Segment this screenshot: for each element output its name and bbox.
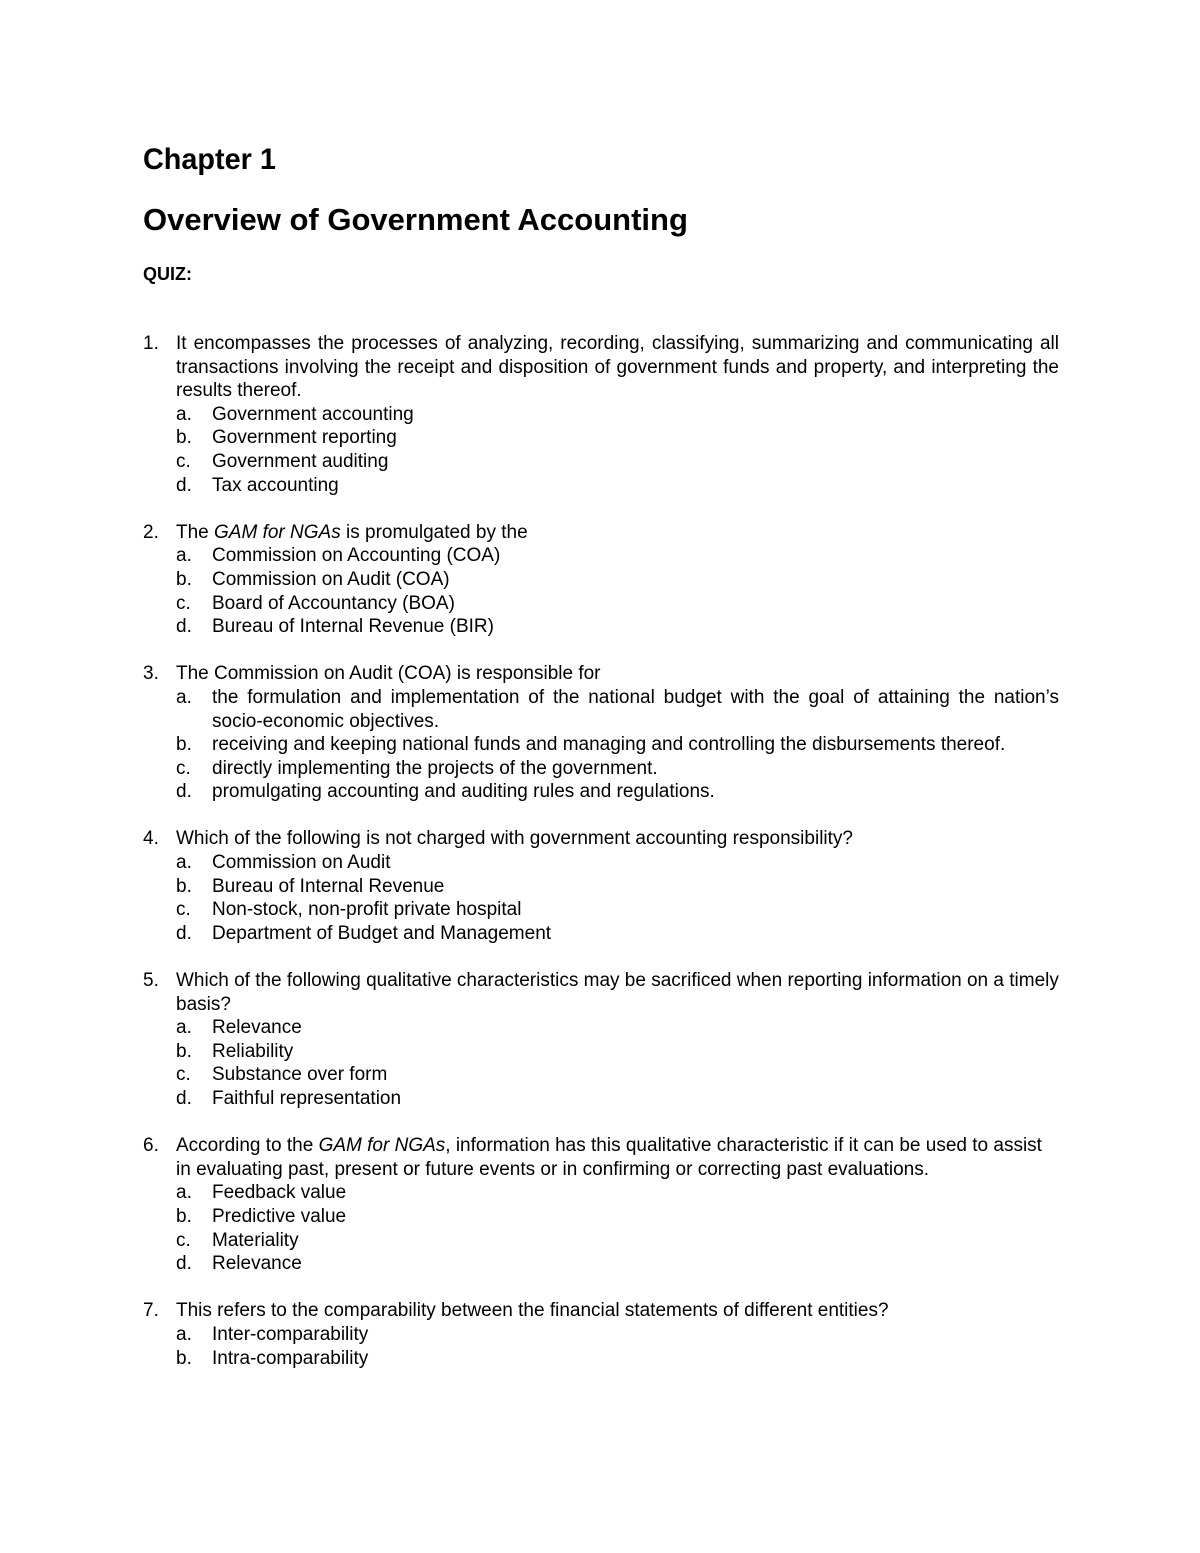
- choice-list: [176, 686, 1059, 804]
- question-3: [143, 662, 1059, 804]
- choice-text: Faithful representation: [212, 1088, 402, 1109]
- choice-item: [176, 686, 1059, 733]
- question-number: 4.: [143, 828, 159, 850]
- question-number: 5.: [143, 970, 159, 992]
- choice-text: Reliability: [212, 1040, 294, 1062]
- choice-text: Feedback value: [212, 1182, 347, 1204]
- choice-item: [176, 1229, 1059, 1253]
- choice-item: [176, 403, 1059, 427]
- question-2: [143, 521, 1059, 639]
- choice-text: Department of Budget and Management: [212, 922, 552, 944]
- choice-list: [176, 544, 1059, 638]
- choice-letter: c.: [176, 757, 191, 779]
- page-title: Overview of Government Accounting: [143, 202, 688, 237]
- question-text: Which of the following is not charged with government accounting responsibility?: [176, 828, 853, 850]
- question-number: 2.: [143, 521, 159, 543]
- choice-letter: b.: [176, 427, 192, 449]
- choice-letter: b.: [176, 734, 192, 756]
- choice-letter: a.: [176, 1323, 192, 1345]
- quiz-label: QUIZ:: [143, 264, 192, 284]
- choice-item: [176, 1063, 1059, 1087]
- choice-letter: d.: [176, 781, 192, 803]
- choice-letter: d.: [176, 1088, 192, 1109]
- choice-letter: a.: [176, 852, 192, 874]
- choice-item: [176, 757, 1059, 781]
- choice-item: [176, 733, 1059, 757]
- choice-list: [176, 851, 1059, 945]
- choice-item: [176, 780, 1059, 804]
- choice-text: Substance over form: [212, 1064, 388, 1086]
- choice-letter: c.: [176, 1064, 191, 1086]
- chapter-heading: Chapter 1: [143, 143, 276, 176]
- choice-list: [176, 1181, 1059, 1275]
- choice-text: Board of Accountancy (BOA): [212, 592, 455, 614]
- question-text: This refers to the comparability between the financial statements of different entities?: [176, 1300, 889, 1322]
- choice-text: Inter-comparability: [212, 1323, 369, 1345]
- question-number: 3.: [143, 663, 159, 685]
- choice-letter: b.: [176, 1347, 192, 1369]
- choice-letter: a.: [176, 1182, 192, 1204]
- choice-letter: c.: [176, 1229, 191, 1251]
- choice-item: [176, 1205, 1059, 1229]
- question-text: The GAM for NGAs is promulgated by the: [176, 521, 528, 543]
- choice-letter: c.: [176, 899, 191, 921]
- question-number: 6.: [143, 1135, 159, 1157]
- question-text: According to the GAM for NGAs, information has this qualitative characteristic if it can be used to assist in evaluating past, present or future events or in confirming or correcting past evaluations.: [176, 1135, 1042, 1180]
- choice-item: [176, 1087, 1059, 1111]
- choice-letter: b.: [176, 1040, 192, 1062]
- choice-letter: a.: [176, 1017, 192, 1039]
- choice-text: Predictive value: [212, 1205, 347, 1227]
- choice-text: Bureau of Internal Revenue: [212, 875, 445, 897]
- choice-letter: b.: [176, 568, 192, 590]
- question-text: Which of the following qualitative characteristics may be sacrificed when reporting information on a timely basis?: [176, 970, 1059, 1015]
- choice-item: [176, 922, 1059, 946]
- choice-text: Tax accounting: [212, 474, 339, 496]
- choice-item: [176, 1040, 1059, 1064]
- choice-letter: d.: [176, 616, 192, 638]
- choice-text: the formulation and implementation of the national budget with the goal of attaining the nation’s socio-economic objectives.: [212, 686, 1059, 732]
- choice-item: [176, 1016, 1059, 1040]
- choice-item: [176, 851, 1059, 875]
- question-6: [143, 1134, 1059, 1276]
- question-7: [143, 1299, 1059, 1370]
- question-number: 7.: [143, 1300, 159, 1322]
- choice-item: [176, 544, 1059, 568]
- choice-item: [176, 1252, 1059, 1276]
- choice-text: Commission on Audit (COA): [212, 568, 450, 590]
- choice-text: Intra-comparability: [212, 1347, 369, 1369]
- question-4: [143, 827, 1059, 945]
- choice-item: [176, 1181, 1059, 1205]
- question-number: 1.: [143, 333, 159, 354]
- choice-letter: a.: [176, 686, 192, 708]
- choice-letter: c.: [176, 592, 191, 614]
- choice-text: receiving and keeping national funds and managing and controlling the disbursements thereof.: [212, 734, 1006, 756]
- choice-item: [176, 1347, 1059, 1371]
- choice-letter: d.: [176, 1253, 192, 1275]
- choice-item: [176, 450, 1059, 474]
- choice-letter: a.: [176, 545, 192, 567]
- choice-item: [176, 568, 1059, 592]
- choice-letter: d.: [176, 922, 192, 944]
- choice-item: [176, 875, 1059, 899]
- choice-text: Commission on Audit: [212, 852, 391, 874]
- emphasis-text: GAM for NGAs: [214, 521, 341, 543]
- choice-list: [176, 403, 1059, 497]
- choice-item: [176, 592, 1059, 616]
- choice-item: [176, 1323, 1059, 1347]
- page-content: [143, 140, 1059, 1394]
- choice-text: Non-stock, non-profit private hospital: [212, 899, 522, 921]
- choice-text: Relevance: [212, 1253, 302, 1275]
- choice-text: Government accounting: [212, 403, 414, 425]
- choice-item: [176, 426, 1059, 450]
- question-1: [143, 332, 1059, 497]
- choice-list: [176, 1323, 1059, 1370]
- question-text: It encompasses the processes of analyzing, recording, classifying, summarizing and communicating all transactions involving the receipt and disposition of government funds and property, and interpreting the results thereof.: [176, 333, 1059, 402]
- choice-letter: b.: [176, 875, 192, 897]
- emphasis-text: GAM for NGAs: [318, 1135, 446, 1157]
- choice-text: directly implementing the projects of the government.: [212, 757, 658, 779]
- choice-text: Materiality: [212, 1229, 299, 1251]
- choice-text: Government auditing: [212, 450, 389, 472]
- choice-text: Bureau of Internal Revenue (BIR): [212, 616, 494, 638]
- choice-letter: a.: [176, 403, 192, 425]
- choice-text: Commission on Accounting (COA): [212, 545, 501, 567]
- choice-letter: c.: [176, 450, 191, 472]
- question-5: [143, 969, 1059, 1111]
- choice-letter: b.: [176, 1205, 192, 1227]
- choice-item: [176, 898, 1059, 922]
- choice-text: Relevance: [212, 1017, 302, 1039]
- choice-letter: d.: [176, 474, 192, 496]
- question-text: The Commission on Audit (COA) is responsible for: [176, 663, 601, 685]
- choice-text: promulgating accounting and auditing rules and regulations.: [212, 781, 715, 803]
- choice-text: Government reporting: [212, 427, 397, 449]
- choice-item: [176, 615, 1059, 639]
- choice-item: [176, 474, 1059, 498]
- choice-list: [176, 1016, 1059, 1110]
